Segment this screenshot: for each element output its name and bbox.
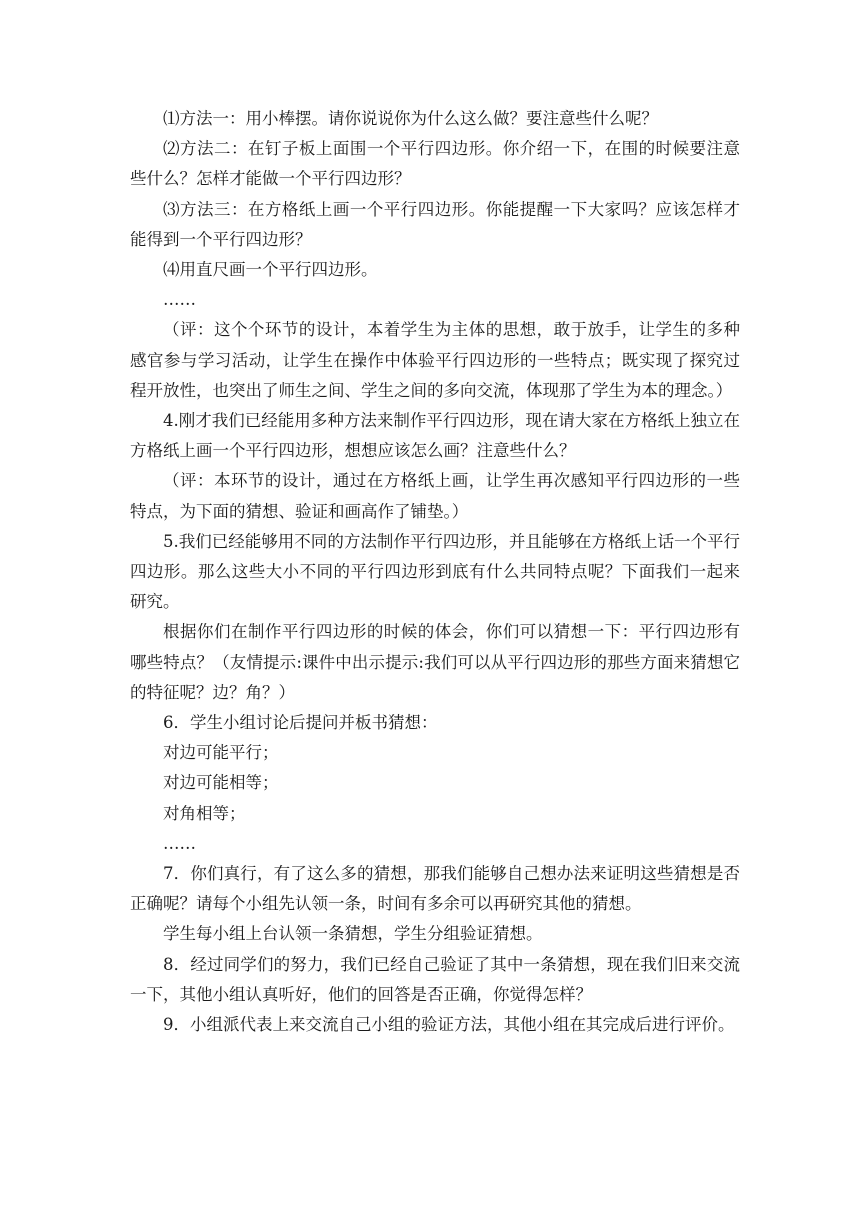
paragraph-comment-2: （评：本环节的设计，通过在方格纸上画，让学生再次感知平行四边形的一些特点，为下面的猜想、验证和画高作了铺垫。） bbox=[130, 471, 740, 521]
paragraph-method-1: ⑴方法一：用小棒摆。请你说说你为什么这么做？要注意些什么呢？ bbox=[163, 109, 658, 128]
paragraph-step-9: 9．小组派代表上来交流自己小组的验证方法，其他小组在其完成后进行评价。 bbox=[163, 1015, 735, 1035]
paragraph-comment-1: （评：这个个环节的设计，本着学生为主体的思想，敢于放手，让学生的多种感官参与学习活动，让学生在操作中体验平行四边形的一些特点；既实现了探究过程开放性，也突出了师生之间、学生之间的多向交流，体现那了学生为本的理念。） bbox=[130, 320, 740, 400]
guess-item-2: 对边可能相等； bbox=[163, 773, 279, 793]
ellipsis-line: …… bbox=[163, 833, 196, 853]
paragraph-method-4: ⑷用直尺画一个平行四边形。 bbox=[163, 260, 378, 280]
paragraph-step-7: 7．你们真行，有了这么多的猜想，那我们能够自己想办法来证明这些猜想是否正确呢？请每个小组先认领一条，时间有多余可以再研究其他的猜想。 bbox=[130, 864, 740, 914]
paragraph-claim: 学生每小组上台认领一条猜想，学生分组验证猜想。 bbox=[163, 924, 543, 944]
paragraph-method-3: ⑶方法三：在方格纸上画一个平行四边形。你能提醒一下大家吗？应该怎样才能得到一个平行四边形？ bbox=[130, 199, 740, 249]
guess-item-1: 对边可能平行； bbox=[163, 743, 279, 763]
ellipsis-line: …… bbox=[163, 290, 196, 310]
guess-item-3: 对角相等； bbox=[163, 803, 246, 823]
paragraph-method-2: ⑵方法二：在钉子板上面围一个平行四边形。你介绍一下，在围的时候要注意些什么？怎样才能做一个平行四边形？ bbox=[130, 139, 740, 189]
document-body bbox=[130, 104, 740, 1040]
paragraph-step-8: 8．经过同学们的努力，我们已经自己验证了其中一条猜想，现在我们旧来交流一下，其他小组认真听好，他们的回答是否正确，你觉得怎样？ bbox=[130, 954, 740, 1004]
paragraph-step-5: 5.我们已经能够用不同的方法制作平行四边形，并且能够在方格纸上话一个平行四边形。那么这些大小不同的平行四边形到底有什么共同特点呢？下面我们一起来研究。 bbox=[130, 531, 740, 612]
paragraph-step-6: 6．学生小组讨论后提问并板书猜想： bbox=[163, 713, 438, 733]
paragraph-guess-prompt: 根据你们在制作平行四边形的时候的体会，你们可以猜想一下：平行四边形有哪些特点？（友情提示:课件中出示提示:我们可以从平行四边形的那些方面来猜想它的特征呢？边？角？） bbox=[130, 622, 740, 702]
paragraph-step-4: 4.刚才我们已经能用多种方法来制作平行四边形，现在请大家在方格纸上独立在方格纸上画一个平行四边形，想想应该怎么画？注意些什么？ bbox=[130, 411, 740, 461]
